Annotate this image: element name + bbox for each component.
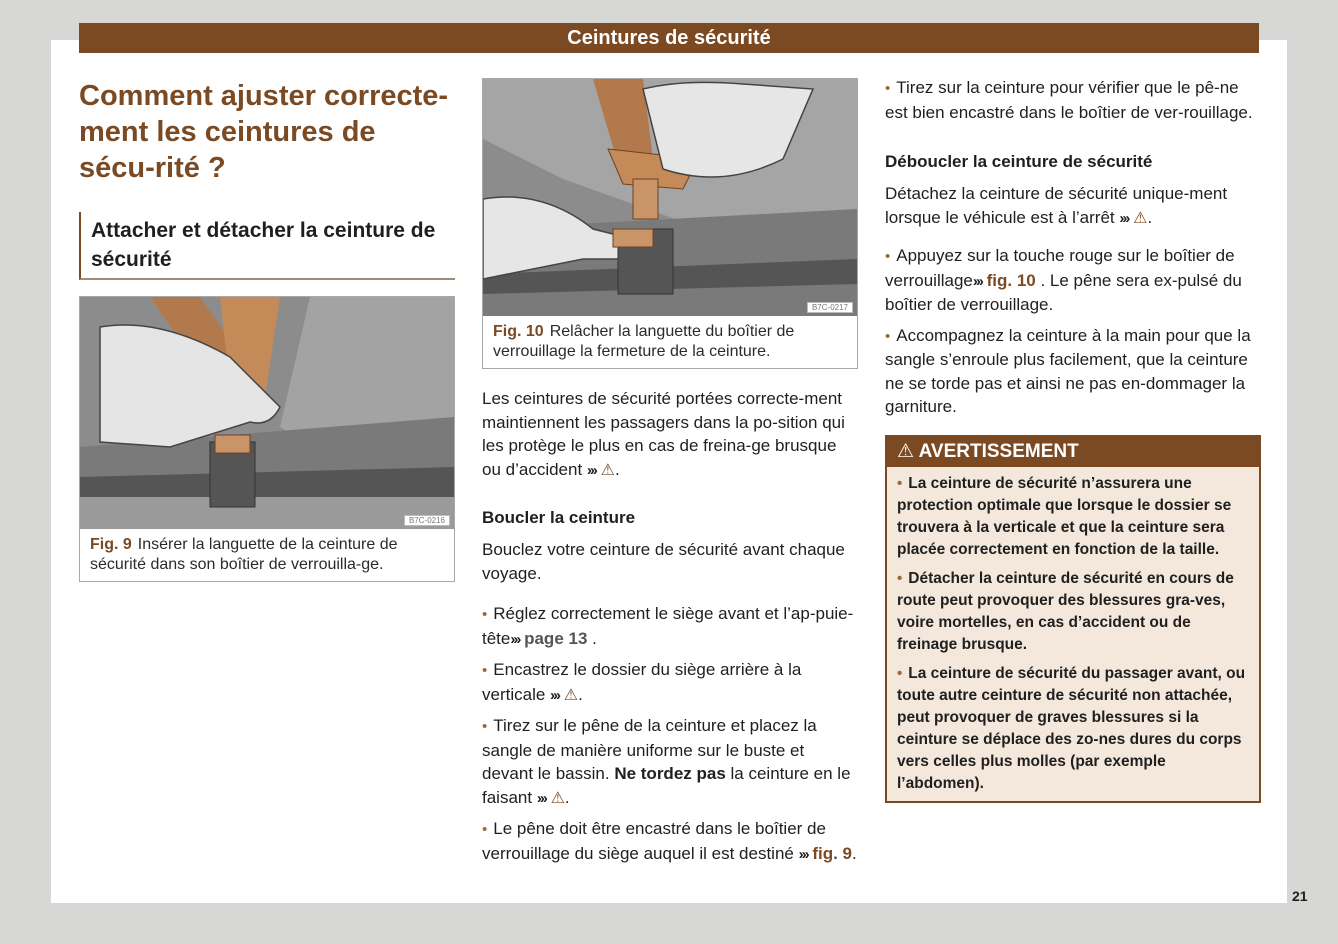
deboucler-text: Détachez la ceinture de sécurité unique-ment lorsque le véhicule est à l’arrêt ››› ⚠.	[885, 184, 1228, 227]
bullet-icon: •	[482, 606, 488, 623]
bullet-text: Réglez correctement le siège avant et l’ap-puie-tête	[482, 604, 854, 648]
column-left	[79, 76, 455, 582]
figure-10-caption	[483, 316, 857, 368]
figure-label: Fig. 10	[493, 323, 544, 340]
bullet-icon: •	[885, 80, 891, 97]
warning-triangle-icon[interactable]: ⚠	[600, 461, 615, 479]
seatbelt-insert-illustration	[80, 297, 454, 529]
list-item	[885, 76, 1261, 124]
heading-deboucler: Déboucler la ceinture de sécurité	[885, 152, 1153, 171]
caption-text: Relâcher la languette du boîtier de verrouillage la fermeture de la ceinture.	[493, 323, 795, 360]
warning-triangle-icon[interactable]: ⚠	[1133, 209, 1148, 227]
page-title: Comment ajuster correcte-ment les ceintures de sécu-rité ?	[79, 80, 449, 184]
heading-boucler: Boucler la ceinture	[482, 508, 636, 527]
bullet-text: Encastrez le dossier du siège arrière à la verticale	[482, 660, 802, 704]
bullet-text: Appuyez sur la touche rouge sur le boîtier de verrouillage	[885, 246, 1235, 290]
chevron-ref-icon[interactable]: ›››	[510, 630, 520, 648]
warning-box	[885, 435, 1261, 803]
bullet-text: Accompagnez la ceinture à la main pour que la sangle s’enroule plus facilement, que la ceinture ne se torde pas et ainsi ne pas en-dommager la garniture.	[885, 325, 1251, 416]
page-13-link[interactable]: page 13	[524, 628, 588, 648]
column-right	[885, 76, 1261, 803]
bullet-icon: •	[482, 662, 488, 679]
bullet-icon: •	[897, 569, 903, 587]
figure-10	[482, 78, 858, 369]
figure-9-caption	[80, 529, 454, 581]
caption-text: Insérer la languette de la ceinture de sécurité dans son boîtier de verrouilla-ge.	[90, 536, 398, 573]
warning-triangle-icon[interactable]: ⚠	[563, 686, 579, 704]
boucler-text: Bouclez votre ceinture de sécurité avant chaque voyage.	[482, 540, 845, 583]
list-item	[482, 817, 858, 866]
chevron-ref-icon[interactable]: ›››	[798, 845, 808, 863]
suffix: .	[852, 843, 857, 863]
section-subtitle: Attacher et détacher la ceinture de sécurité	[79, 212, 455, 280]
intro-text: Les ceintures de sécurité portées correcte-ment maintiennent les passagers dans la po-sition qui les protège le plus en cas de freina-ge brusque ou d’accident	[482, 389, 845, 479]
warning-text: La ceinture de sécurité du passager avant, ou toute autre ceinture de sécurité non attachée, peut provoquer de graves blessures si la ceinture se déplace des zo-nes dures du corps vers celles plus molles (par exemple l’abdomen).	[897, 664, 1246, 792]
fig-9-link[interactable]: fig. 9	[812, 843, 853, 863]
figure-code: B7C-0216	[404, 515, 450, 526]
intro-paragraph: Les ceintures de sécurité portées correcte-ment maintiennent les passagers dans la po-sition qui les protège le plus en cas de freina-ge brusque ou d’accident ››› ⚠.	[482, 389, 845, 479]
warning-text: Détacher la ceinture de sécurité en cours de route peut provoquer des blessures gra-ves, voire mortelles, en cas d’accident ou de freinage brusque.	[897, 569, 1234, 653]
list-item	[885, 244, 1261, 317]
fig-10-link[interactable]: fig. 10	[986, 270, 1036, 290]
paragraph-text: Détachez la ceinture de sécurité unique-ment lorsque le véhicule est à l’arrêt	[885, 184, 1228, 227]
bullet-text: la ceinture en le faisant	[482, 764, 851, 807]
warning-header	[887, 437, 1259, 467]
bullet-text: Le pêne doit être encastré dans le boîtier de verrouillage du siège auquel il est destiné	[482, 819, 826, 863]
bullet-text: . Le pêne sera ex-pulsé du boîtier de verrouillage.	[885, 270, 1242, 314]
figure-code: B7C-0217	[807, 302, 853, 313]
warning-text: La ceinture de sécurité n’assurera une protection optimale que lorsque le dossier se trouvera à la verticale et que la ceinture sera placée correctement en fonction de la taille.	[897, 474, 1232, 558]
chevron-ref-icon[interactable]: ›››	[972, 272, 982, 290]
bullet-icon: •	[885, 327, 891, 345]
seatbelt-release-illustration	[483, 79, 857, 316]
figure-9-illustration	[80, 297, 454, 529]
bold-emphasis: Ne tordez pas	[614, 764, 726, 783]
warning-body	[887, 467, 1259, 801]
chevron-ref-icon[interactable]: ›››	[550, 686, 560, 704]
chevron-ref-icon[interactable]: ›››	[1119, 209, 1129, 227]
warning-triangle-icon: ⚠	[897, 440, 915, 462]
bullet-icon: •	[897, 474, 903, 492]
bullet-icon: •	[482, 718, 488, 735]
warning-item	[897, 568, 1249, 656]
figure-9	[79, 296, 455, 582]
warning-item	[897, 663, 1249, 795]
list-item	[885, 324, 1261, 419]
suffix: .	[564, 787, 570, 807]
page-number: 21	[1292, 888, 1308, 904]
suffix: .	[587, 628, 597, 648]
chevron-ref-icon[interactable]: ›››	[586, 461, 596, 479]
figure-10-illustration	[483, 79, 857, 316]
bullet-icon: •	[482, 821, 488, 838]
list-item	[482, 714, 858, 810]
bullet-icon: •	[885, 248, 891, 265]
warning-item	[897, 473, 1249, 561]
list-item	[482, 602, 858, 651]
figure-label: Fig. 9	[90, 536, 132, 553]
list-item	[482, 658, 858, 707]
chevron-ref-icon[interactable]: ›››	[536, 789, 546, 807]
warning-title: AVERTISSEMENT	[918, 440, 1079, 462]
warning-triangle-icon[interactable]: ⚠	[550, 789, 565, 807]
suffix: .	[578, 684, 583, 704]
bullet-text: Tirez sur le pêne de la ceinture et placez la sangle de manière uniforme sur le buste et devant le bassin.	[482, 716, 817, 783]
column-middle	[482, 78, 858, 866]
bullet-icon: •	[897, 664, 903, 682]
section-header: Ceintures de sécurité	[79, 23, 1259, 53]
bullet-text: Tirez sur la ceinture pour vérifier que le pê-ne est bien encastré dans le boîtier de ver-rouillage.	[885, 78, 1253, 122]
